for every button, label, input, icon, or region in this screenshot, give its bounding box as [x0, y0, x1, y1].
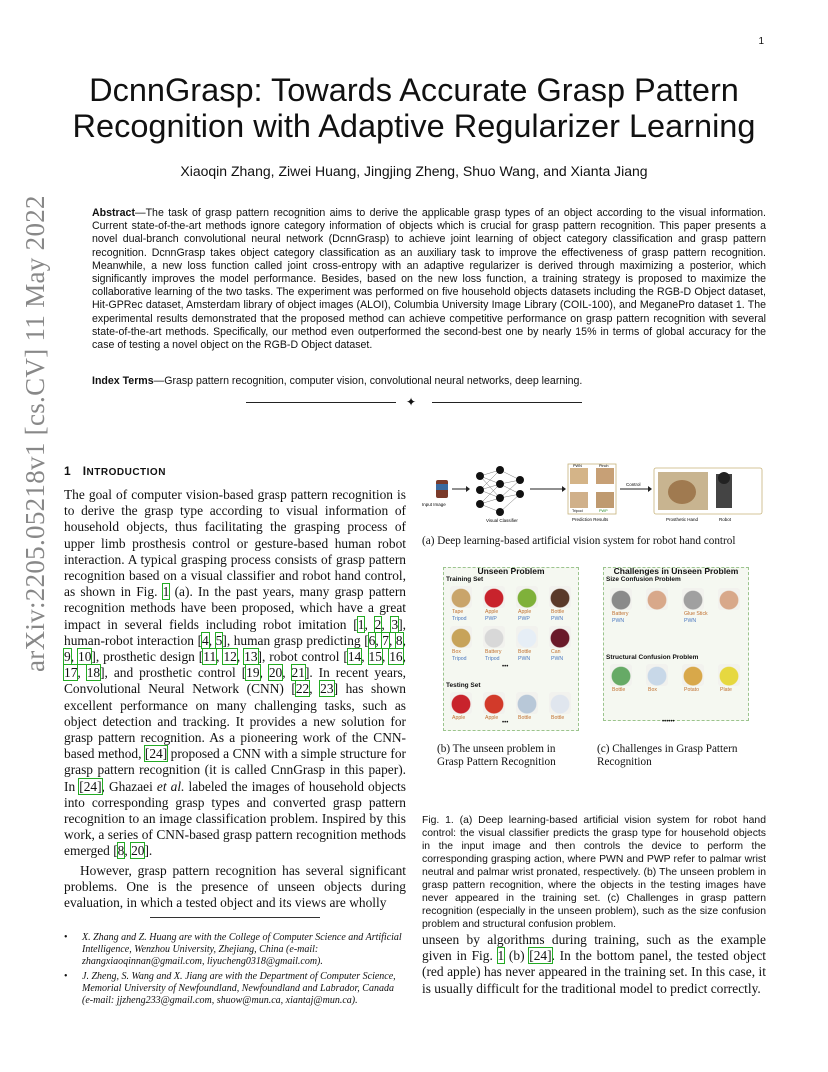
- page-number: 1: [758, 36, 764, 47]
- input-image-label: Input Image: [422, 502, 446, 507]
- citation-link[interactable]: 9: [64, 649, 71, 665]
- object-name-label: Can: [551, 649, 561, 655]
- citation-link[interactable]: [24]: [529, 948, 552, 964]
- right-column-paragraph: unseen by algorithms during training, such as the example given in Fig. 1 (b) [24]. In the bottom panel, the tested object (red apple) has never appeared in the training set. In this case, it is usually difficult for the traditional model to predict correctly.: [422, 932, 767, 996]
- object-thumbnail: [516, 692, 538, 714]
- prediction-results-label: Prediction Results: [572, 517, 609, 522]
- grasp-type-label: PWN: [551, 616, 564, 622]
- prediction-pinch: Pinch: [599, 464, 609, 468]
- object-name-label: Apple: [452, 715, 466, 721]
- object-name-label: Battery: [485, 649, 502, 655]
- testing-ellipsis: •••: [502, 720, 509, 726]
- citation-link[interactable]: 16: [389, 649, 403, 665]
- citation-link[interactable]: 17: [64, 665, 78, 681]
- object-thumbnail: [646, 588, 668, 610]
- citation-link[interactable]: [24]: [79, 778, 102, 794]
- object-name-label: Battery: [612, 611, 629, 617]
- object-thumbnail: [450, 586, 472, 608]
- object-name-label: Apple: [518, 609, 532, 615]
- arxiv-stamp: arXiv:2205.05218v1 [cs.CV] 11 May 2022: [20, 195, 50, 672]
- object-thumbnail: [682, 588, 704, 610]
- grasp-type-label: PWP: [518, 616, 530, 622]
- citation-link[interactable]: 11: [203, 649, 217, 665]
- citation-link[interactable]: 20: [268, 665, 283, 681]
- citation-link[interactable]: 22: [295, 681, 310, 697]
- citation-link[interactable]: 1: [497, 948, 505, 964]
- object-thumbnail: [549, 692, 571, 714]
- footnote-1: • X. Zhang and Z. Huang are with the College of Computer Science and Artificial Intelligence, Wenzhou University, Zhejiang, China (e-mail: zhangxiaoqinnan@gmail.com, liyucheng0318@gmail.com).: [64, 932, 406, 969]
- size-confusion-label: Size Confusion Problem: [606, 576, 681, 583]
- object-thumbnail: [450, 626, 472, 648]
- section-heading: [64, 464, 166, 478]
- intro-paragraph-1: The goal of computer vision-based grasp pattern recognition is to derive the grasp type according to visual information of household objects, thus facilitating the grasping process of upper limb prosthesis control or gesture-based human robot interaction. A typical grasping process consists of grasp pattern recognition based on a visual classifier and robot hand control, as shown in Fig. 1 (a). In the past years, many grasp pattern recognition methods have been proposed, which have a great impact in several fields including robot imitation [1, 2, 3], human-robot interaction [4, 5], human grasp predicting [6, 7, 8, 9, 10], prosthetic design [11, 12, 13], robot control [14, 15, 16, 17, 18], and prosthetic control [19, 20, 21]. In recent years, Convolutional Neural Network (CNN) [22, 23] has shown excellent performance on many challenging tasks, such as object detection and tracking. It provides a new solution for grasp pattern recognition. As a pioneering work of the CNN-based method, [24] proposed a CNN with a simple structure for grasp pattern recognition (it is called CnnGrasp in this paper). In [24], Ghazaei et al. labeled the images of household objects into corresponding grasp types and converted grasp pattern recognition to an image classification problem. Inspired by this work, a series of CNN-based grasp pattern recognition methods emerged [8, 20].: [64, 487, 407, 859]
- figure-1c-panel: [603, 567, 749, 721]
- object-thumbnail: [718, 588, 740, 610]
- visual-classifier-label: Visual Classifier: [486, 518, 518, 523]
- object-thumbnail: [646, 664, 668, 686]
- prediction-tripod: Tripod: [572, 509, 583, 513]
- figure-1a-diagram: [422, 462, 766, 528]
- object-name-label: Bottle: [551, 609, 565, 615]
- index-terms-text: —Grasp pattern recognition, computer vision, convolutional neural networks, deep learning.: [153, 375, 583, 387]
- citation-link[interactable]: 4: [202, 632, 209, 648]
- section-title-rest: NTRODUCTION: [86, 467, 166, 478]
- object-thumbnail: [483, 586, 505, 608]
- abstract-label: Abstract: [92, 207, 135, 219]
- object-thumbnail: [718, 664, 740, 686]
- object-thumbnail: [549, 586, 571, 608]
- object-name-label: Box: [452, 649, 461, 655]
- citation-link[interactable]: 12: [223, 649, 237, 665]
- abstract: [92, 207, 766, 352]
- index-terms-label: Index Terms: [92, 375, 154, 387]
- object-thumbnail: [549, 626, 571, 648]
- object-name-label: Tape: [452, 609, 464, 615]
- challenges-ellipsis: ••••••: [662, 719, 675, 725]
- object-thumbnail: [450, 692, 472, 714]
- citation-link[interactable]: 21: [291, 665, 305, 681]
- caption-1c: (c) Challenges in Grasp Pattern Recognition: [597, 743, 738, 768]
- object-name-label: Bottle: [612, 687, 626, 693]
- divider-ornament: ✦: [406, 395, 417, 409]
- italic-text: et al.: [156, 778, 185, 794]
- object-thumbnail: [516, 626, 538, 648]
- object-thumbnail: [610, 588, 632, 610]
- section-number: 1: [64, 464, 72, 478]
- grasp-type-label: PWN: [551, 656, 564, 662]
- section-title-initial: I: [82, 464, 87, 478]
- footnote-2: • J. Zheng, S. Wang and X. Jiang are with the Department of Computer Science, Memorial University of Newfoundland, Newfoundland and Labrador, Canada (e-mail: jjzheng233@gmail.com, shuow@mun.ca, xiantaj@mun.ca).: [64, 971, 406, 1008]
- index-terms: [92, 375, 766, 387]
- object-thumbnail: [610, 664, 632, 686]
- footnote-rule: [150, 917, 320, 918]
- citation-link[interactable]: 8: [117, 843, 125, 859]
- prediction-pwp: PWP: [599, 509, 608, 513]
- citation-link[interactable]: 15: [368, 649, 382, 665]
- object-name-label: Box: [648, 687, 657, 693]
- grasp-type-label: Tripod: [485, 656, 500, 662]
- object-thumbnail: [483, 692, 505, 714]
- citation-link[interactable]: 20: [131, 843, 145, 859]
- citation-link[interactable]: 6: [368, 632, 376, 648]
- intro-paragraph-2: However, grasp pattern recognition has several significant problems. One is the presence of unseen objects during evaluation, in which a tested object and its views are wholly: [64, 863, 406, 911]
- grasp-type-label: PWN: [684, 618, 697, 624]
- author-list: Xiaoqin Zhang, Ziwei Huang, Jingjing Zheng, Shuo Wang, and Xianta Jiang: [180, 163, 648, 179]
- figure-1-caption: Fig. 1. (a) Deep learning-based artificial vision system for robot hand control: the visual classifier predicts the grasp type for household objects in the input image and then controls the device to perform the corresponding grasping action, where PWN and PWP refer to palmar wrist neutral and palmar wrist pronated, respectively. (b) The unseen problem in grasp pattern recognition, where the objects in the testing images have never appeared in the training set. (c) Challenges in grasp pattern recognition (especially in the unseen problem), such as the size confusion problem and structural confusion problem.: [422, 815, 766, 930]
- grasp-type-label: PWN: [612, 618, 625, 624]
- citation-link[interactable]: 14: [347, 649, 362, 665]
- grasp-type-label: Tripod: [452, 656, 467, 662]
- citation-link[interactable]: 13: [244, 649, 258, 665]
- footnotes: [64, 932, 406, 1009]
- section-divider: [246, 395, 582, 409]
- citation-link[interactable]: 8: [395, 632, 403, 648]
- citation-link[interactable]: [24]: [144, 746, 168, 762]
- grasp-type-label: PWP: [485, 616, 497, 622]
- grasp-type-label: PWN: [518, 656, 531, 662]
- prediction-pwn: PWN: [573, 464, 582, 468]
- control-label: Control: [626, 482, 641, 487]
- challenges-title: Challenges in Unseen Problem: [613, 566, 739, 576]
- object-name-label: Potato: [684, 687, 699, 693]
- object-thumbnail: [516, 586, 538, 608]
- robot-label: Robot: [719, 517, 732, 522]
- object-name-label: Bottle: [551, 715, 565, 721]
- object-name-label: Bottle: [518, 715, 532, 721]
- object-thumbnail: [682, 664, 704, 686]
- paper-title: DcnnGrasp: Towards Accurate Grasp Pattern Recognition with Adaptive Regularizer Learning: [72, 72, 756, 144]
- citation-link[interactable]: 5: [215, 632, 223, 648]
- object-name-label: Apple: [485, 715, 499, 721]
- citation-link[interactable]: 2: [374, 616, 382, 632]
- citation-link[interactable]: 1: [357, 616, 365, 632]
- citation-link[interactable]: 3: [391, 616, 399, 632]
- caption-1a: (a) Deep learning-based artificial vision system for robot hand control: [422, 535, 736, 547]
- citation-link[interactable]: 18: [86, 665, 101, 681]
- citation-link[interactable]: 10: [78, 649, 92, 665]
- citation-link[interactable]: 23: [320, 681, 334, 697]
- object-name-label: Bottle: [518, 649, 532, 655]
- object-name-label: Glue Stick: [684, 611, 708, 617]
- object-thumbnail: [483, 626, 505, 648]
- figure-1b-panel: [443, 567, 579, 731]
- object-name-label: Plate: [720, 687, 732, 693]
- grasp-type-label: Tripod: [452, 616, 467, 622]
- citation-link[interactable]: 1: [162, 584, 170, 600]
- prosthetic-hand-label: Prosthetic Hand: [666, 517, 699, 522]
- citation-link[interactable]: 19: [246, 665, 260, 681]
- testing-set-label: Testing Set: [446, 682, 481, 689]
- unseen-problem-title: Unseen Problem: [477, 566, 545, 576]
- citation-link[interactable]: 7: [382, 632, 389, 648]
- structural-confusion-label: Structural Confusion Problem: [606, 654, 699, 661]
- object-name-label: Apple: [485, 609, 499, 615]
- training-set-label: Training Set: [446, 576, 484, 583]
- abstract-text: —The task of grasp pattern recognition aims to derive the applicable grasp types of an object according to the visual information. Current state-of-the-art methods ignore category information of objects which is crucial for grasp pattern recognition. This paper presents a novel dual-branch convolutional neural network (DcnnGrasp) to achieve joint learning of object category classification and grasp pattern recognition. DcnnGrasp takes object category classification as an auxiliary task to improve the effectiveness of grasp pattern recognition. Meanwhile, a new loss function called joint cross-entropy with an adaptive regularizer is derived through maximizing a posterior, which significantly improves the model performance. Besides, based on the new loss function, a training strategy is proposed to maximize the collaborative learning of the two tasks. The experiment was performed on five household objects datasets including the RGB-D Object dataset, Hit-GPRec dataset, Amsterdam library of object images (ALOI), Columbia University Image Library (COIL-100), and MeganePro dataset 1. The experimental results demonstrated that the proposed method can achieve competitive performance on grasp pattern recognition with several state-of-the-art methods. Specifically, our method even outperformed the second-best one by nearly 15% in terms of global accuracy for the case of testing a novel object on the RGB-D Object dataset.: [92, 207, 766, 352]
- training-ellipsis: •••: [502, 664, 509, 670]
- caption-1b: (b) The unseen problem in Grasp Pattern Recognition: [437, 743, 556, 768]
